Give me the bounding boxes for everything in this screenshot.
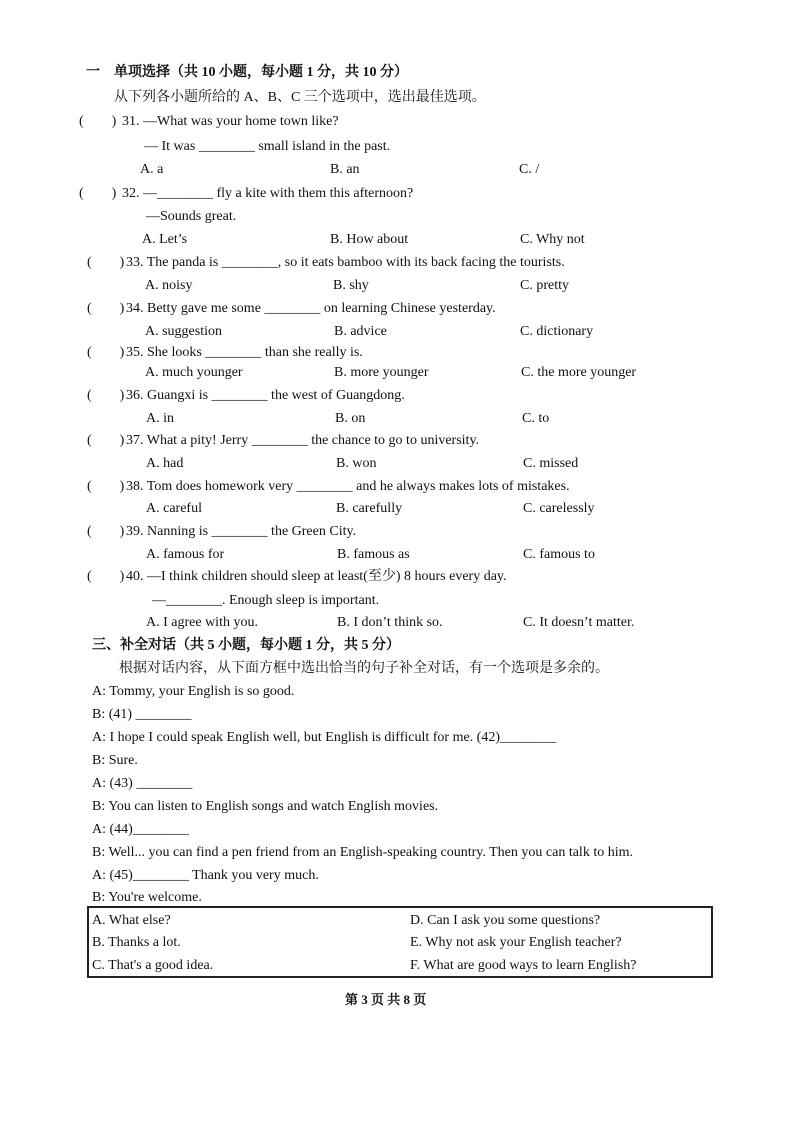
dialogue-line: B: Sure. [92, 753, 138, 768]
question-31-option-a[interactable]: A. a [140, 162, 164, 177]
question-39-option-b[interactable]: B. famous as [337, 547, 410, 562]
question-36-stem: 36. Guangxi is ________ the west of Guangdong. [126, 388, 405, 403]
question-40-option-c[interactable]: C. It doesn’t matter. [523, 615, 635, 630]
question-35-stem: 35. She looks ________ than she really is. [126, 345, 363, 360]
section3-instruction: 根据对话内容，从下面方框中选出恰当的句子补全对话，有一个选项是多余的。 [119, 661, 609, 676]
question-31-reply: — It was ________ small island in the past. [144, 139, 391, 154]
answer-paren[interactable]: ( ) [87, 388, 125, 403]
question-31-option-c[interactable]: C. / [519, 162, 540, 177]
question-39-option-a[interactable]: A. famous for [146, 547, 225, 562]
dialogue-line-43[interactable]: A: (43) ________ [92, 776, 193, 791]
option-e[interactable]: E. Why not ask your English teacher? [410, 935, 622, 950]
dialogue-line: A: Tommy, your English is so good. [92, 684, 295, 699]
dialogue-line-44[interactable]: A: (44)________ [92, 822, 189, 837]
question-37-option-a[interactable]: A. had [146, 456, 184, 471]
question-35-option-b[interactable]: B. more younger [334, 365, 429, 380]
answer-paren[interactable]: ( ) [87, 524, 125, 539]
option-a[interactable]: A. What else? [92, 913, 171, 928]
question-37-stem: 37. What a pity! Jerry ________ the chance to go to university. [126, 433, 480, 448]
question-32-reply: —Sounds great. [146, 209, 237, 224]
dialogue-line: B: Well... you can find a pen friend from an English-speaking country. Then you can talk to him. [92, 845, 633, 860]
option-c[interactable]: C. That's a good idea. [92, 958, 214, 973]
question-40-stem: 40. —I think children should sleep at least(至少) 8 hours every day. [126, 569, 507, 584]
question-38-stem: 38. Tom does homework very ________ and he always makes lots of mistakes. [126, 479, 570, 494]
question-37-option-c[interactable]: C. missed [523, 456, 579, 471]
question-39-stem: 39. Nanning is ________ the Green City. [126, 524, 357, 539]
question-33-option-c[interactable]: C. pretty [520, 278, 569, 293]
question-32-option-c[interactable]: C. Why not [520, 232, 585, 247]
dialogue-line: B: You're welcome. [92, 890, 202, 905]
question-34-option-b[interactable]: B. advice [334, 324, 387, 339]
question-33-option-b[interactable]: B. shy [333, 278, 369, 293]
answer-paren[interactable]: ( ) [87, 255, 125, 270]
question-36-option-b[interactable]: B. on [335, 411, 366, 426]
question-31-stem: 31. —What was your home town like? [122, 114, 339, 129]
question-35-option-a[interactable]: A. much younger [145, 365, 243, 380]
answer-paren[interactable]: ( ) [87, 479, 125, 494]
dialogue-line: B: You can listen to English songs and watch English movies. [92, 799, 439, 814]
option-d[interactable]: D. Can I ask you some questions? [410, 913, 601, 928]
question-36-option-a[interactable]: A. in [146, 411, 174, 426]
question-34-option-c[interactable]: C. dictionary [520, 324, 594, 339]
section3-heading: 三、补全对话（共 5 小题，每小题 1 分，共 5 分） [92, 638, 400, 653]
answer-paren[interactable]: ( ) [87, 569, 125, 584]
question-34-stem: 34. Betty gave me some ________ on learning Chinese yesterday. [126, 301, 496, 316]
question-39-option-c[interactable]: C. famous to [523, 547, 595, 562]
section1-instruction: 从下列各小题所给的 A、B、C 三个选项中，选出最佳选项。 [114, 90, 486, 105]
question-38-option-b[interactable]: B. carefully [336, 501, 403, 516]
question-32-option-a[interactable]: A. Let’s [142, 232, 188, 247]
question-31-option-b[interactable]: B. an [330, 162, 360, 177]
question-40-option-b[interactable]: B. I don’t think so. [337, 615, 443, 630]
dialogue-line-45[interactable]: A: (45)________ Thank you very much. [92, 868, 319, 883]
question-37-option-b[interactable]: B. won [336, 456, 377, 471]
question-33-option-a[interactable]: A. noisy [145, 278, 193, 293]
dialogue-line-42[interactable]: A: I hope I could speak English well, but English is difficult for me. (42)________ [92, 730, 557, 745]
question-33-stem: 33. The panda is ________, so it eats bamboo with its back facing the tourists. [126, 255, 565, 270]
question-32-stem: 32. —________ fly a kite with them this afternoon? [122, 186, 414, 201]
question-34-option-a[interactable]: A. suggestion [145, 324, 222, 339]
section1-heading: 一 单项选择（共 10 小题，每小题 1 分，共 10 分） [86, 65, 408, 80]
answer-paren[interactable]: ( ) [87, 301, 125, 316]
option-f[interactable]: F. What are good ways to learn English? [410, 958, 637, 973]
answer-paren[interactable]: ( ) [79, 186, 117, 201]
dialogue-line-41[interactable]: B: (41) ________ [92, 707, 192, 722]
answer-paren[interactable]: ( ) [79, 114, 117, 129]
question-40-option-a[interactable]: A. I agree with you. [146, 615, 258, 630]
question-38-option-a[interactable]: A. careful [146, 501, 202, 516]
question-36-option-c[interactable]: C. to [522, 411, 550, 426]
question-32-option-b[interactable]: B. How about [330, 232, 409, 247]
page-number-footer: 第 3 页 共 8 页 [345, 992, 427, 1007]
question-38-option-c[interactable]: C. carelessly [523, 501, 595, 516]
question-40-reply: —________. Enough sleep is important. [152, 593, 380, 608]
option-b[interactable]: B. Thanks a lot. [92, 935, 181, 950]
answer-paren[interactable]: ( ) [87, 345, 125, 360]
answer-paren[interactable]: ( ) [87, 433, 125, 448]
question-35-option-c[interactable]: C. the more younger [521, 365, 637, 380]
